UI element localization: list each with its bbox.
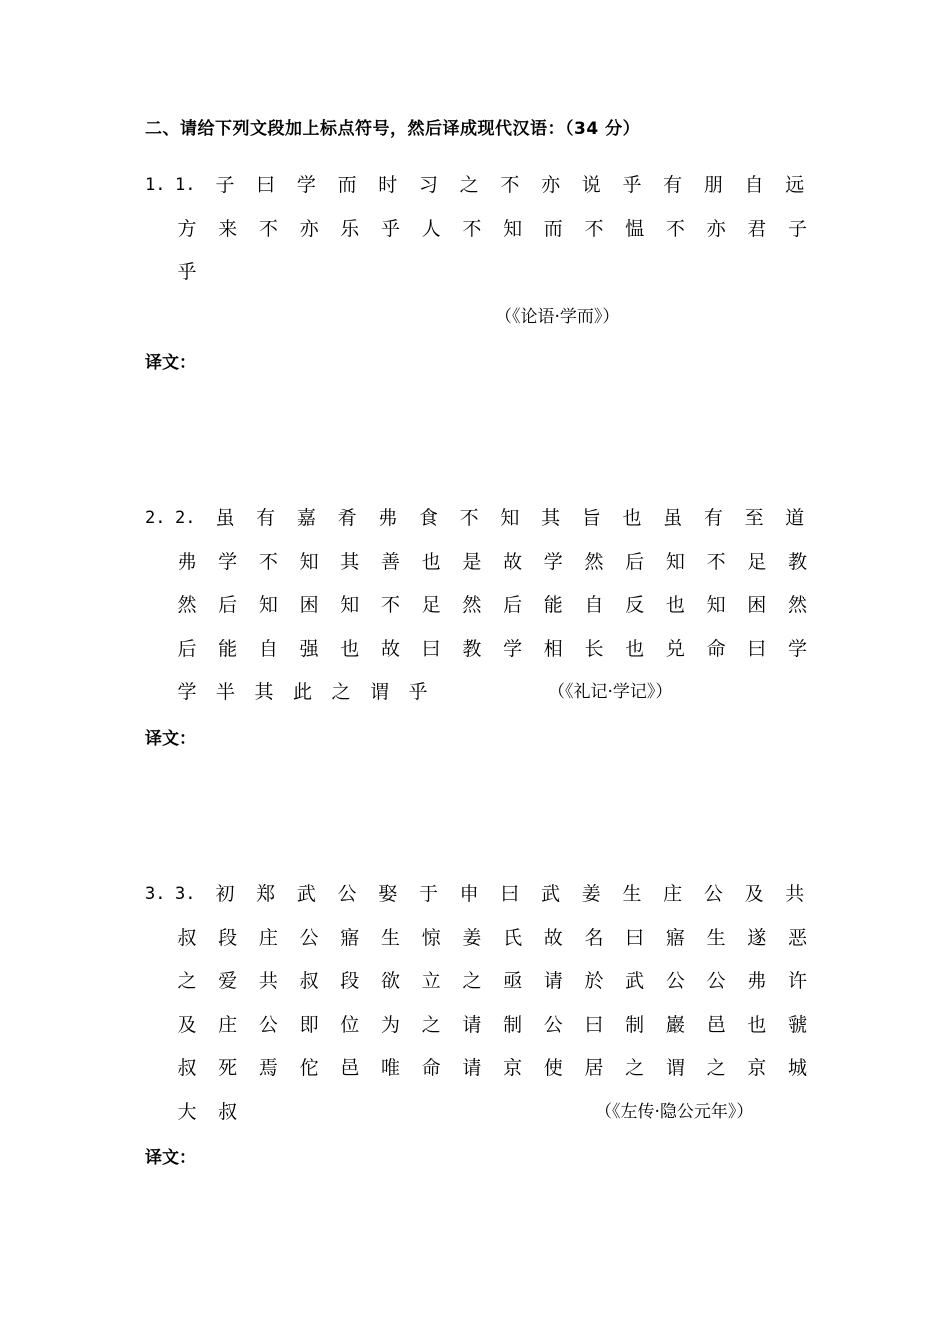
source-citation: （《左传·隐公元年》） — [595, 1101, 754, 1122]
character: 知 — [706, 594, 726, 616]
character: 其 — [541, 507, 561, 529]
character: 佗 — [299, 1057, 319, 1079]
character: 共 — [785, 883, 805, 905]
character: 然 — [584, 550, 604, 573]
character: 曰 — [625, 926, 645, 949]
character: 曰 — [584, 1013, 604, 1036]
character: 弗 — [177, 550, 197, 573]
character: 亟 — [503, 970, 523, 992]
character: 故 — [380, 637, 400, 660]
character: 其 — [254, 681, 274, 703]
character: 亦 — [706, 217, 726, 240]
character: 知 — [299, 550, 319, 573]
character: 邑 — [340, 1057, 360, 1079]
character: 虽 — [663, 507, 683, 529]
character: 也 — [747, 1013, 767, 1036]
character: 命 — [706, 637, 726, 660]
character: 也 — [421, 550, 441, 573]
character: 弗 — [378, 507, 398, 529]
character: 足 — [747, 550, 767, 573]
character: 食 — [418, 507, 438, 529]
character: 不 — [665, 217, 685, 240]
character: 位 — [340, 1013, 360, 1036]
character: 其 — [340, 550, 360, 573]
character: 恶 — [787, 926, 807, 949]
character: 武 — [541, 883, 561, 905]
character: 为 — [380, 1013, 400, 1036]
character: 后 — [177, 637, 197, 660]
question-number: 3. — [145, 884, 166, 904]
character: 学 — [296, 174, 316, 196]
character: 弗 — [747, 970, 767, 992]
character: 人 — [421, 217, 441, 240]
character: 段 — [218, 926, 238, 949]
character: 旨 — [581, 507, 601, 529]
character: 叔 — [177, 1057, 197, 1079]
character: 立 — [421, 970, 441, 992]
character: 焉 — [258, 1057, 278, 1079]
character: 谓 — [665, 1057, 685, 1079]
character: 知 — [340, 594, 360, 616]
character: 后 — [625, 550, 645, 573]
character: 大 — [177, 1100, 197, 1123]
character: 乎 — [622, 174, 642, 196]
character: 学 — [787, 637, 807, 660]
character: 学 — [543, 550, 563, 573]
source-citation: （《论语·学而》） — [495, 306, 620, 327]
character: 之 — [421, 1013, 441, 1036]
character: 姜 — [462, 926, 482, 949]
character: 困 — [299, 594, 319, 616]
character: 学 — [177, 681, 197, 703]
character: 能 — [218, 637, 238, 660]
character: 乎 — [177, 261, 197, 283]
character: 庄 — [258, 926, 278, 949]
character: 叔 — [218, 1100, 238, 1123]
character: 寤 — [340, 926, 360, 949]
character: 请 — [462, 1057, 482, 1079]
character: 公 — [706, 970, 726, 992]
character: 欲 — [380, 970, 400, 992]
character: 谓 — [369, 681, 389, 703]
character: 庄 — [218, 1013, 238, 1036]
character: 遂 — [747, 926, 767, 949]
character: 巖 — [665, 1013, 685, 1036]
character: 公 — [665, 970, 685, 992]
section-heading: 二、请给下列文段加上标点符号，然后译成现代汉语：（34 分） — [145, 119, 641, 139]
character: 也 — [625, 637, 645, 660]
character: 名 — [584, 926, 604, 949]
character: 请 — [462, 1013, 482, 1036]
character: 及 — [744, 883, 764, 905]
character: 学 — [218, 550, 238, 573]
character: 姜 — [581, 883, 601, 905]
character: 之 — [459, 174, 479, 196]
question-number: 2. — [145, 508, 166, 528]
character: 公 — [258, 1013, 278, 1036]
character: 于 — [418, 883, 438, 905]
character: 相 — [543, 637, 563, 660]
character: 之 — [177, 970, 197, 992]
character: 然 — [462, 594, 482, 616]
character: 之 — [625, 1057, 645, 1079]
character: 不 — [462, 217, 482, 240]
translation-label: 译文： — [145, 1148, 196, 1168]
character: 此 — [292, 681, 312, 703]
question-inner-number: 3. — [175, 884, 196, 904]
character: 朋 — [703, 174, 723, 196]
character: 故 — [543, 926, 563, 949]
character: 知 — [258, 594, 278, 616]
character: 爱 — [218, 970, 238, 992]
character: 武 — [625, 970, 645, 992]
character: 教 — [462, 637, 482, 660]
character: 许 — [787, 970, 807, 992]
character: 武 — [296, 883, 316, 905]
character: 然 — [787, 594, 807, 616]
question-inner-number: 2. — [175, 508, 196, 528]
character: 善 — [380, 550, 400, 573]
character: 虢 — [787, 1013, 807, 1036]
character: 后 — [218, 594, 238, 616]
character: 公 — [299, 926, 319, 949]
character: 请 — [543, 970, 563, 992]
character: 能 — [543, 594, 563, 616]
character: 困 — [747, 594, 767, 616]
character: 生 — [622, 883, 642, 905]
character: 及 — [177, 1013, 197, 1036]
character: 后 — [503, 594, 523, 616]
character: 曰 — [256, 174, 276, 196]
character: 不 — [500, 174, 520, 196]
character: 不 — [706, 550, 726, 573]
character: 氏 — [503, 926, 523, 949]
character: 故 — [503, 550, 523, 573]
translation-label: 译文： — [145, 729, 196, 749]
character: 命 — [421, 1057, 441, 1079]
character: 而 — [543, 217, 563, 240]
character: 知 — [665, 550, 685, 573]
character: 长 — [584, 637, 604, 660]
character: 庄 — [663, 883, 683, 905]
character: 使 — [543, 1057, 563, 1079]
character: 知 — [500, 507, 520, 529]
character: 而 — [337, 174, 357, 196]
character: 唯 — [380, 1057, 400, 1079]
character: 然 — [177, 594, 197, 616]
character: 生 — [706, 926, 726, 949]
character: 虽 — [215, 507, 235, 529]
character: 居 — [584, 1057, 604, 1079]
character: 城 — [787, 1057, 807, 1079]
character: 制 — [625, 1013, 645, 1036]
character: 子 — [215, 174, 235, 196]
character: 不 — [258, 217, 278, 240]
character: 自 — [584, 594, 604, 616]
character: 郑 — [256, 883, 276, 905]
character: 之 — [462, 970, 482, 992]
character: 君 — [747, 217, 767, 240]
character: 时 — [378, 174, 398, 196]
character: 申 — [459, 883, 479, 905]
character: 制 — [503, 1013, 523, 1036]
translation-label: 译文： — [145, 353, 196, 373]
character: 公 — [337, 883, 357, 905]
character: 来 — [218, 217, 238, 240]
character: 至 — [744, 507, 764, 529]
character: 公 — [703, 883, 723, 905]
character: 道 — [785, 507, 805, 529]
character: 曰 — [500, 883, 520, 905]
character: 乐 — [340, 217, 360, 240]
character: 远 — [785, 174, 805, 196]
character: 不 — [584, 217, 604, 240]
character: 不 — [459, 507, 479, 529]
character: 学 — [503, 637, 523, 660]
character: 曰 — [747, 637, 767, 660]
question-inner-number: 1. — [175, 175, 196, 195]
character: 肴 — [337, 507, 357, 529]
character: 段 — [340, 970, 360, 992]
character: 子 — [787, 217, 807, 240]
character: 也 — [622, 507, 642, 529]
character: 即 — [299, 1013, 319, 1036]
character: 曰 — [421, 637, 441, 660]
character: 死 — [218, 1057, 238, 1079]
character: 强 — [299, 637, 319, 660]
character: 说 — [581, 174, 601, 196]
character: 亦 — [541, 174, 561, 196]
character: 叔 — [177, 926, 197, 949]
character: 不 — [380, 594, 400, 616]
character: 是 — [462, 550, 482, 573]
character: 反 — [625, 594, 645, 616]
character: 京 — [747, 1057, 767, 1079]
character: 亦 — [299, 217, 319, 240]
question-number: 1. — [145, 175, 166, 195]
character: 自 — [744, 174, 764, 196]
character: 足 — [421, 594, 441, 616]
character: 不 — [258, 550, 278, 573]
character: 习 — [418, 174, 438, 196]
character: 乎 — [380, 217, 400, 240]
character: 娶 — [378, 883, 398, 905]
source-citation: （《礼记·学记》） — [548, 682, 673, 702]
character: 京 — [503, 1057, 523, 1079]
character: 知 — [503, 217, 523, 240]
character: 乎 — [408, 681, 428, 703]
character: 有 — [703, 507, 723, 529]
character: 生 — [380, 926, 400, 949]
character: 之 — [331, 681, 351, 703]
character: 有 — [663, 174, 683, 196]
character: 也 — [665, 594, 685, 616]
character: 於 — [584, 970, 604, 992]
character: 自 — [258, 637, 278, 660]
character: 公 — [543, 1013, 563, 1036]
character: 寤 — [665, 926, 685, 949]
character: 教 — [787, 550, 807, 573]
character: 邑 — [706, 1013, 726, 1036]
character: 愠 — [625, 217, 645, 240]
character: 兑 — [665, 637, 685, 660]
character: 有 — [256, 507, 276, 529]
character: 共 — [258, 970, 278, 992]
character: 方 — [177, 217, 197, 240]
character: 叔 — [299, 970, 319, 992]
character: 之 — [706, 1057, 726, 1079]
character: 也 — [340, 637, 360, 660]
character: 嘉 — [296, 507, 316, 529]
character: 半 — [215, 681, 235, 703]
character: 初 — [215, 883, 235, 905]
character: 惊 — [421, 926, 441, 949]
